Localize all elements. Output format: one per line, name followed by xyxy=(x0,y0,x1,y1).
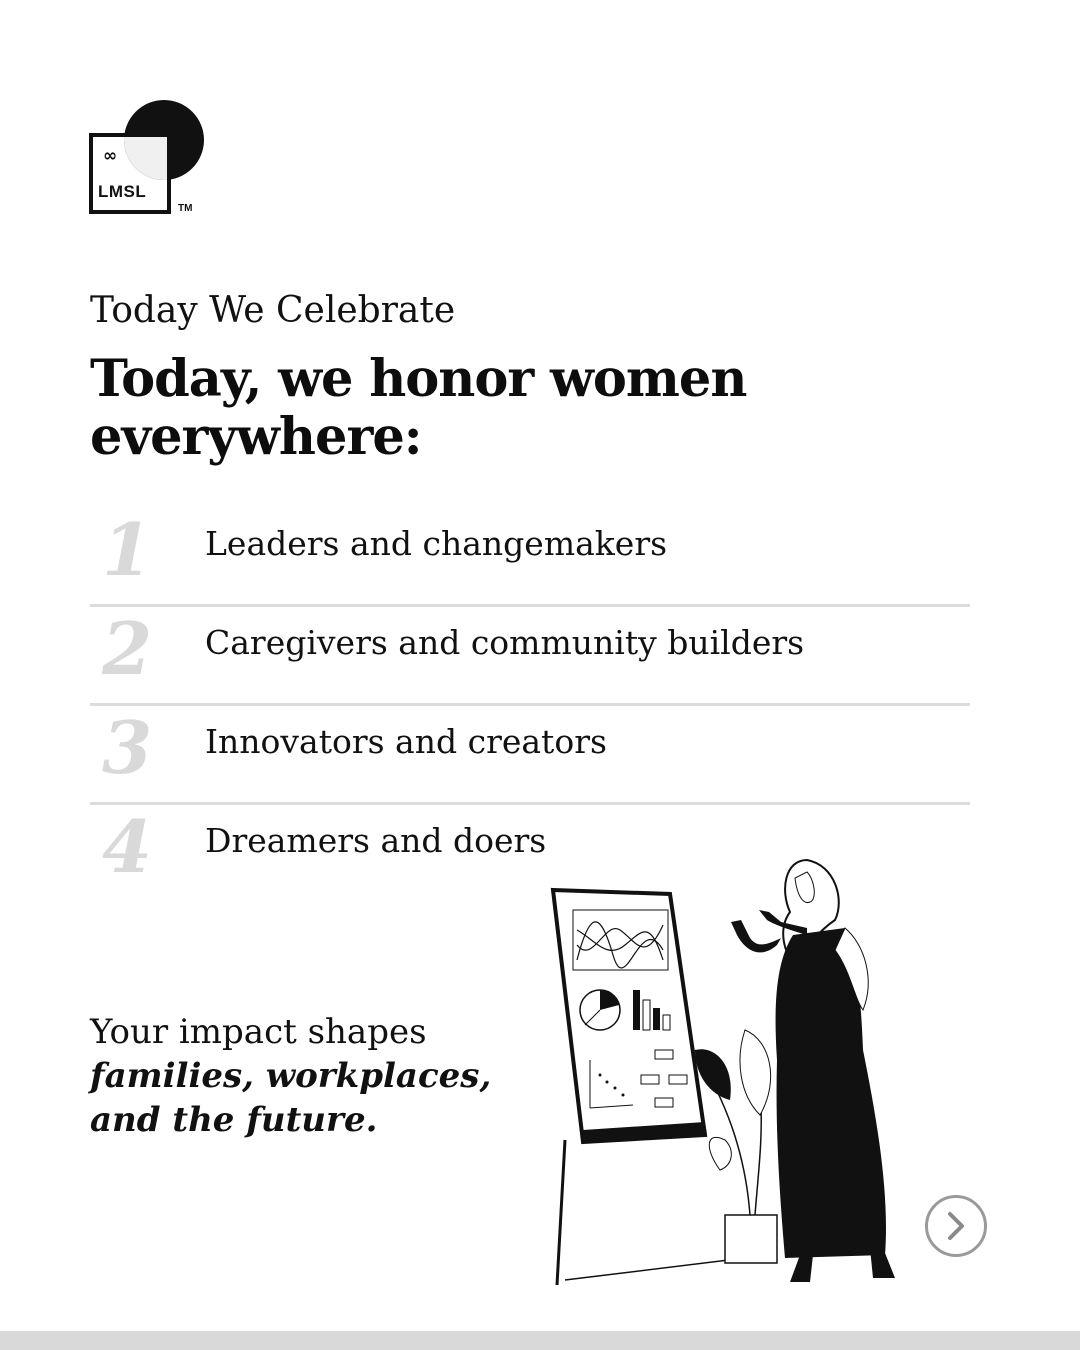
trademark-mark: TM xyxy=(178,203,193,214)
list-number: 4 xyxy=(102,804,153,889)
list-item xyxy=(90,508,970,607)
list-item xyxy=(90,706,970,805)
impact-emphasis: families, workplaces, and the future. xyxy=(90,1056,492,1140)
page-title: Today, we honor women everywhere: xyxy=(90,349,747,467)
list-item xyxy=(90,607,970,706)
next-button[interactable] xyxy=(925,1195,987,1257)
honor-list xyxy=(90,508,970,901)
list-number: 3 xyxy=(102,705,153,790)
impact-statement xyxy=(90,1010,530,1142)
list-number: 1 xyxy=(102,507,153,592)
presenter-illustration xyxy=(545,850,925,1290)
list-label: Caregivers and community builders xyxy=(205,623,805,662)
infinity-icon: ∞ xyxy=(103,146,118,166)
page-subtitle: Today We Celebrate xyxy=(90,290,456,331)
impact-lead: Your impact shapes xyxy=(90,1012,427,1052)
list-label: Innovators and creators xyxy=(205,722,607,761)
logo-text: LMSL xyxy=(98,182,147,201)
footer-bar xyxy=(0,1331,1080,1350)
chevron-right-icon xyxy=(942,1210,970,1242)
list-number: 2 xyxy=(102,606,153,691)
list-label: Leaders and changemakers xyxy=(205,524,668,563)
list-label: Dreamers and doers xyxy=(205,821,547,860)
